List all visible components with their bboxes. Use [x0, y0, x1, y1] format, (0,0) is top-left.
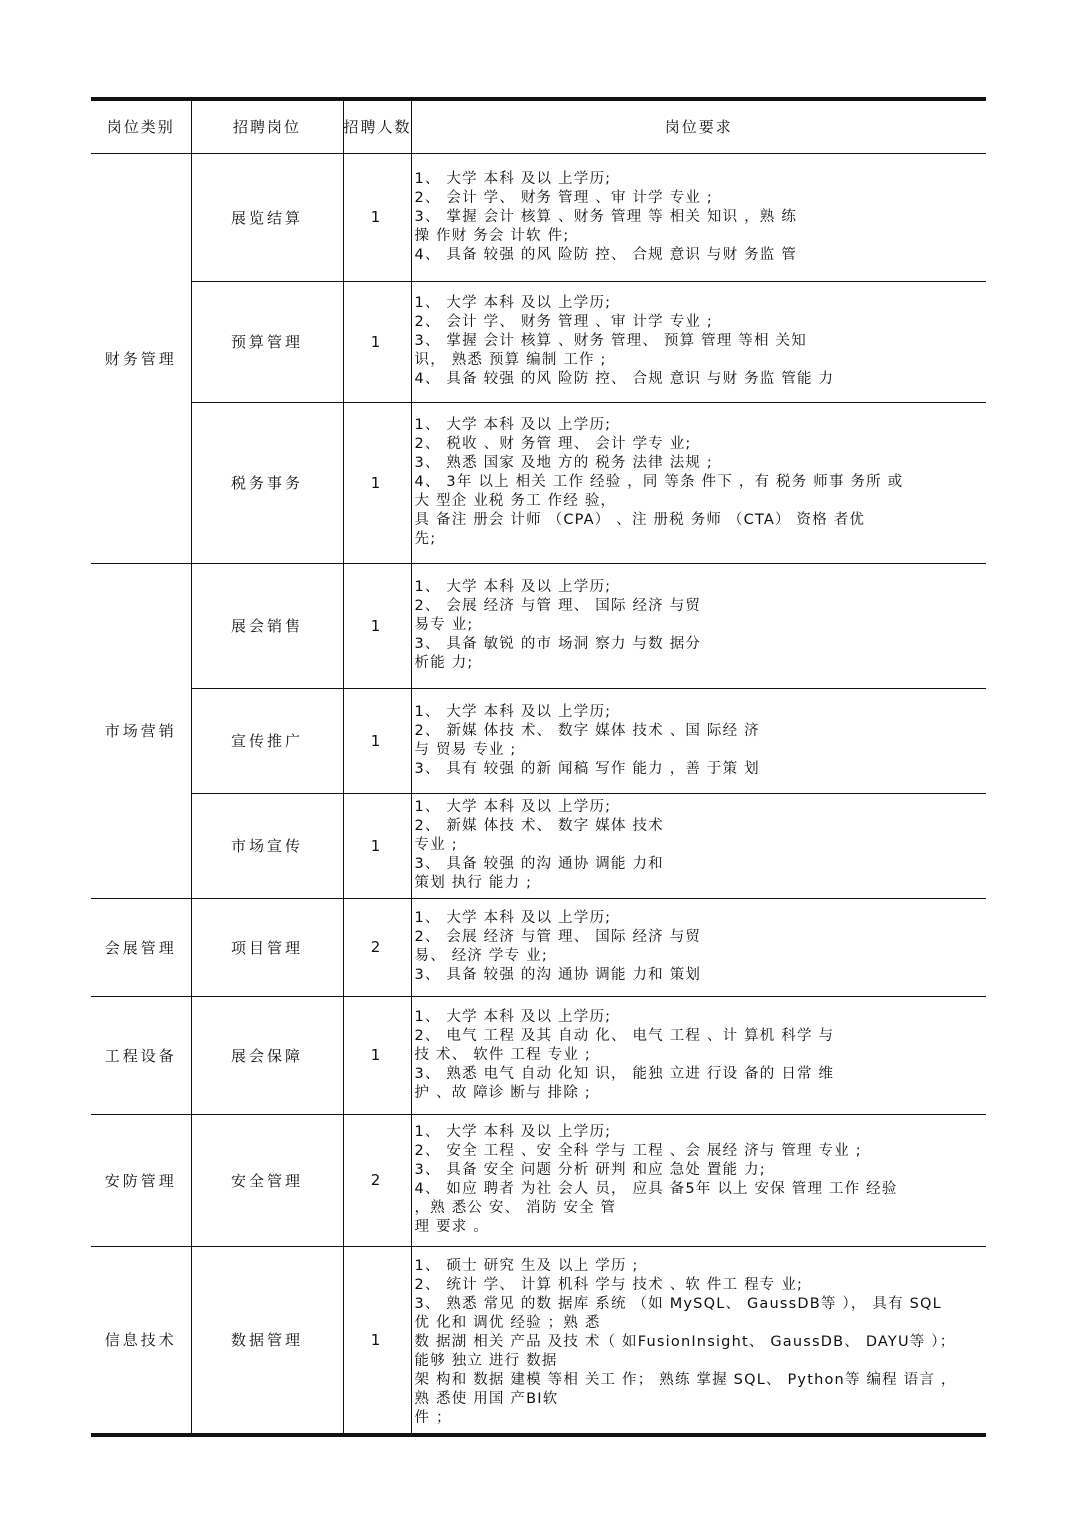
table-row — [91, 898, 986, 996]
table-row — [91, 281, 986, 402]
position-cell: 预算管理 — [191, 281, 343, 402]
position-cell: 宣传推广 — [191, 688, 343, 793]
requirements-cell: 1、 大学 本科 及以 上学历; 2、 会展 经济 与管 理、 国际 经济 与贸 易专 业; 3、 具备 敏锐 的市 场洞 察力 与数 据分 析能 力; — [414, 579, 702, 671]
category-cell: 工程设备 — [91, 996, 191, 1114]
count-cell: 1 — [343, 402, 411, 563]
category-cell: 信息技术 — [91, 1246, 191, 1435]
table-row — [91, 1114, 986, 1246]
requirements-cell: 1、 大学 本科 及以 上学历; 2、 新媒 体技 术、 数字 媒体 技术 、国 际经 济 与 贸易 专业 ; 3、 具有 较强 的新 闻稿 写作 能力 ，善 于策 划 — [414, 703, 760, 777]
count-cell: 1 — [343, 281, 411, 402]
position-cell: 市场宣传 — [191, 793, 343, 898]
count-cell: 2 — [343, 898, 411, 996]
table-row — [91, 996, 986, 1114]
table-row — [91, 688, 986, 793]
position-cell: 数据管理 — [191, 1246, 343, 1435]
header-category: 岗位类别 — [91, 99, 191, 153]
table-row — [91, 563, 986, 688]
position-cell: 展览结算 — [191, 153, 343, 281]
requirements-cell: 1、 大学 本科 及以 上学历; 2、 新媒 体技 术、 数字 媒体 技术 专业 ; 3、 具备 较强 的沟 通协 调能 力和 策划 执行 能力 ; — [414, 799, 664, 891]
count-cell: 2 — [343, 1114, 411, 1246]
count-cell: 1 — [343, 793, 411, 898]
requirements-cell: 1、 大学 本科 及以 上学历; 2、 电气 工程 及其 自动 化、 电气 工程 、计 算机 科学 与 技 术、 软件 工程 专业 ; 3、 熟悉 电气 自动 化知 识， 能独 立进 行设 备的 日常 维 护 、故 障诊 断与 排除 ; — [414, 1008, 835, 1101]
category-cell: 会展管理 — [91, 898, 191, 996]
requirements-cell: 1、 大学 本科 及以 上学历; 2、 安全 工程 、安 全科 学与 工程 、会 展经 济与 管理 专业 ; 3、 具备 安全 问题 分析 研判 和应 急处 置能 力; 4、 如应 聘者 为社 会人 员， 应具 备5年 以上 安保 管理 工作 经验 ，熟 悉公 安、 消防 安全 管 理 要求 。 — [414, 1124, 898, 1235]
position-cell: 税务事务 — [191, 402, 343, 563]
table-row — [91, 402, 986, 563]
category-cell: 财务管理 — [91, 153, 191, 563]
requirements-cell: 1、 硕士 研究 生及 以上 学历 ; 2、 统计 学、 计算 机科 学与 技术 、软 件工 程专 业; 3、 熟悉 常见 的数 据库 系统 （如 MySQL、 GaussDB等 ）， 具有 SQL 优 化和 调优 经验 ；熟 悉 数 据湖 相关 产品 及技 术（ 如FusionInsight、 GaussDB、 DAYU等 ）； 能够 独立 进行 数据 架 构和 数据 建模 等相 关工 作； 熟练 掌握 SQL、 Python等 编程 语言 ， 熟 悉使 用国 产BI软 件 ； — [414, 1257, 957, 1426]
header-count: 招聘人数 — [343, 99, 411, 153]
header-position: 招聘岗位 — [191, 99, 343, 153]
table-row — [91, 1246, 986, 1435]
position-cell: 安全管理 — [191, 1114, 343, 1246]
recruitment-table-sheet — [91, 97, 986, 1437]
requirements-cell: 1、 大学 本科 及以 上学历; 2、 税收 、财 务管 理、 会计 学专 业; 3、 熟悉 国家 及地 方的 税务 法律 法规 ; 4、 3年 以上 相关 工作 经验 ，同 等条 件下 ，有 税务 师事 务所 或 大 型企 业税 务工 作经 验， 具 备注 册会 计师 （CPA） 、注 册税 务师 （CTA） 资格 者优 先; — [414, 417, 904, 547]
table-header-row — [91, 99, 986, 153]
requirements-cell: 1、 大学 本科 及以 上学历; 2、 会展 经济 与管 理、 国际 经济 与贸 易、 经济 学专 业; 3、 具备 较强 的沟 通协 调能 力和 策划 — [414, 910, 702, 983]
table-row — [91, 793, 986, 898]
category-cell: 市场营销 — [91, 563, 191, 898]
table-row — [91, 153, 986, 281]
requirements-cell: 1、 大学 本科 及以 上学历; 2、 会计 学、 财务 管理 、审 计学 专业 ; 3、 掌握 会计 核算 、财务 管理 等 相关 知识 ，熟 练 操 作财 务会 计软 件; 4、 具备 较强 的风 险防 控、 合规 意识 与财 务监 管 — [414, 170, 798, 263]
position-cell: 项目管理 — [191, 898, 343, 996]
count-cell: 1 — [343, 563, 411, 688]
position-cell: 展会销售 — [191, 563, 343, 688]
recruitment-table — [91, 97, 986, 1437]
category-cell: 安防管理 — [91, 1114, 191, 1246]
count-cell: 1 — [343, 1246, 411, 1435]
count-cell: 1 — [343, 996, 411, 1114]
requirements-cell: 1、 大学 本科 及以 上学历; 2、 会计 学、 财务 管理 、审 计学 专业 ; 3、 掌握 会计 核算 、财务 管理、 预算 管理 等相 关知 识， 熟悉 预算 编制 工作 ; 4、 具备 较强 的风 险防 控、 合规 意识 与财 务监 管能 力 — [414, 295, 835, 387]
header-requirements: 岗位要求 — [411, 99, 986, 153]
count-cell: 1 — [343, 153, 411, 281]
count-cell: 1 — [343, 688, 411, 793]
position-cell: 展会保障 — [191, 996, 343, 1114]
